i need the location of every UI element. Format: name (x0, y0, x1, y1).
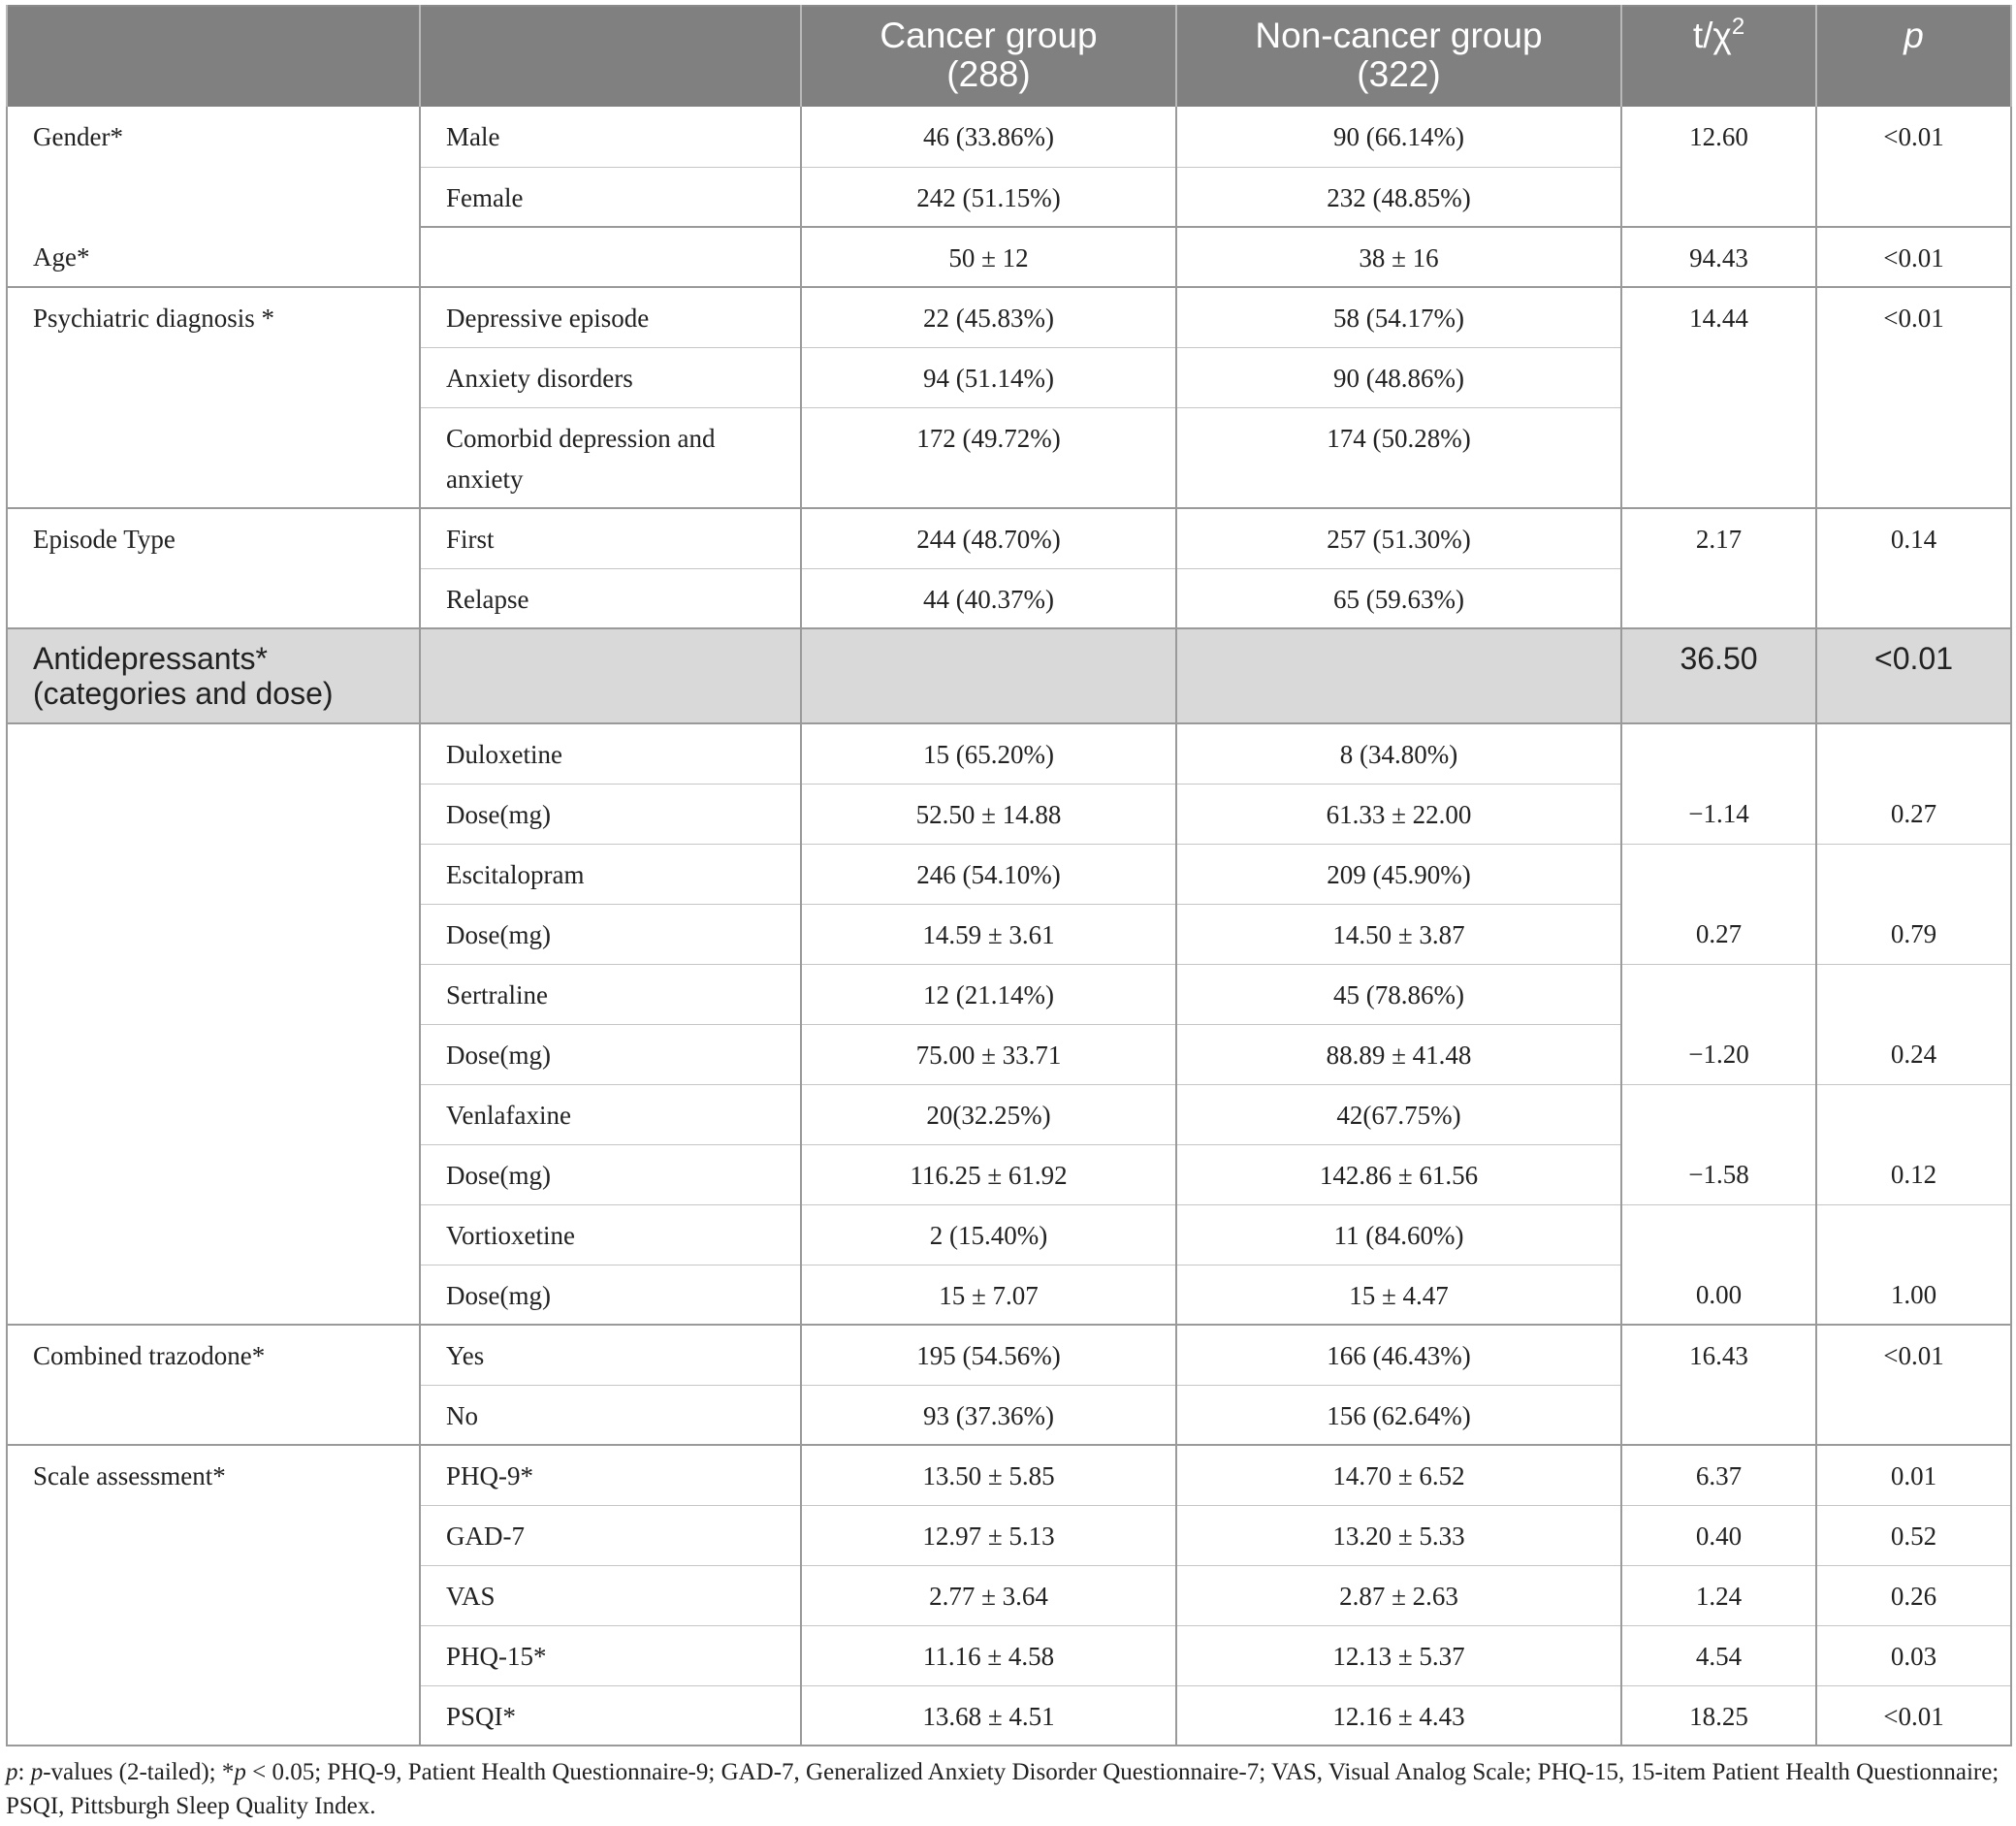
cancer-value: 94 (51.14%) (801, 347, 1176, 407)
p-value: 1.00 (1816, 1265, 2011, 1325)
noncancer-value: 12.13 ± 5.37 (1176, 1625, 1621, 1685)
empty-cell (1816, 1084, 2011, 1144)
header-cancer-group (801, 6, 1176, 107)
noncancer-value: 45 (78.86%) (1176, 964, 1621, 1024)
stat-value: 2.17 (1621, 508, 1816, 628)
stat-value: 6.37 (1621, 1445, 1816, 1505)
table-row (7, 1325, 2011, 1385)
data-table (6, 5, 2012, 1746)
cancer-value: 50 ± 12 (801, 227, 1176, 287)
noncancer-value: 174 (50.28%) (1176, 407, 1621, 508)
table-footnote: p: p-values (2-tailed); *p < 0.05; PHQ-9, Patient Health Questionnaire-9; GAD-7, Generalized Anxiety Disorder Questionnaire-7; VAS, Visual Analog Scale; PHQ-15, 15-item Patient Health Questionnaire; PSQI, Pittsburgh Sleep Quality Index. (6, 1759, 2000, 1819)
cancer-value: 11.16 ± 4.58 (801, 1625, 1176, 1685)
noncancer-value: 15 ± 4.47 (1176, 1265, 1621, 1325)
table-row (7, 107, 2011, 167)
cancer-value: 12.97 ± 5.13 (801, 1505, 1176, 1565)
p-value: 0.03 (1816, 1625, 2011, 1685)
dose-label: Dose(mg) (420, 904, 801, 964)
stat-value: −1.14 (1621, 784, 1816, 844)
sub-label: No (420, 1385, 801, 1445)
sub-label: Female (420, 167, 801, 227)
noncancer-value: 14.50 ± 3.87 (1176, 904, 1621, 964)
empty-cell (420, 628, 801, 723)
cancer-value: 116.25 ± 61.92 (801, 1144, 1176, 1204)
p-value: 0.79 (1816, 904, 2011, 964)
stat-value: 94.43 (1621, 227, 1816, 287)
empty-cell (1176, 628, 1621, 723)
stat-value: 36.50 (1621, 628, 1816, 723)
empty-cell (1621, 1204, 1816, 1265)
sub-label: PHQ-15* (420, 1625, 801, 1685)
drug-name: Escitalopram (420, 844, 801, 904)
row-label-antidepressants: Antidepressants* (categories and dose) (7, 628, 420, 723)
noncancer-value: 232 (48.85%) (1176, 167, 1621, 227)
cancer-value: 172 (49.72%) (801, 407, 1176, 508)
stat-value: 14.44 (1621, 287, 1816, 508)
p-value: <0.01 (1816, 287, 2011, 508)
row-label-scale: Scale assessment* (7, 1445, 420, 1746)
noncancer-value: 257 (51.30%) (1176, 508, 1621, 568)
cancer-value: 13.50 ± 5.85 (801, 1445, 1176, 1505)
noncancer-value: 90 (66.14%) (1176, 107, 1621, 167)
cancer-value: 2.77 ± 3.64 (801, 1565, 1176, 1625)
stat-value: −1.58 (1621, 1144, 1816, 1204)
cancer-value: 52.50 ± 14.88 (801, 784, 1176, 844)
noncancer-value: 12.16 ± 4.43 (1176, 1685, 1621, 1746)
sub-label: Yes (420, 1325, 801, 1385)
row-label-episode: Episode Type (7, 508, 420, 628)
sub-label: Depressive episode (420, 287, 801, 347)
noncancer-value: 166 (46.43%) (1176, 1325, 1621, 1385)
header-category (420, 6, 801, 107)
sub-label: Anxiety disorders (420, 347, 801, 407)
table-row (7, 508, 2011, 568)
dose-label: Dose(mg) (420, 1144, 801, 1204)
stat-value: 0.27 (1621, 904, 1816, 964)
empty-cell (1621, 964, 1816, 1024)
cancer-value: 244 (48.70%) (801, 508, 1176, 568)
p-value: <0.01 (1816, 628, 2011, 723)
empty-cell (1621, 723, 1816, 784)
drug-name: Duloxetine (420, 723, 801, 784)
cancer-value: 14.59 ± 3.61 (801, 904, 1176, 964)
noncancer-value: 2.87 ± 2.63 (1176, 1565, 1621, 1625)
p-value: <0.01 (1816, 1685, 2011, 1746)
row-label-trazodone: Combined trazodone* (7, 1325, 420, 1445)
stat-value: 16.43 (1621, 1325, 1816, 1445)
table-row (7, 723, 2011, 784)
sub-label: PSQI* (420, 1685, 801, 1746)
noncancer-value: 156 (62.64%) (1176, 1385, 1621, 1445)
cancer-value: 246 (54.10%) (801, 844, 1176, 904)
cancer-value: 20(32.25%) (801, 1084, 1176, 1144)
p-value: 0.14 (1816, 508, 2011, 628)
empty-cell (1816, 1204, 2011, 1265)
cancer-value: 13.68 ± 4.51 (801, 1685, 1176, 1746)
cancer-value: 2 (15.40%) (801, 1204, 1176, 1265)
noncancer-value: 61.33 ± 22.00 (1176, 784, 1621, 844)
header-cancer-title: Cancer group (880, 16, 1098, 55)
drug-name: Sertraline (420, 964, 801, 1024)
noncancer-value: 209 (45.90%) (1176, 844, 1621, 904)
p-value: <0.01 (1816, 1325, 2011, 1445)
empty-cell (1816, 723, 2011, 784)
stat-value: 4.54 (1621, 1625, 1816, 1685)
stat-value: 12.60 (1621, 107, 1816, 227)
p-value: 0.26 (1816, 1565, 2011, 1625)
stat-value: 0.00 (1621, 1265, 1816, 1325)
p-value: <0.01 (1816, 227, 2011, 287)
cancer-value: 46 (33.86%) (801, 107, 1176, 167)
sub-label: Male (420, 107, 801, 167)
p-value: 0.52 (1816, 1505, 2011, 1565)
row-label-gender: Gender* (7, 107, 420, 227)
cancer-value: 22 (45.83%) (801, 287, 1176, 347)
dose-label: Dose(mg) (420, 1265, 801, 1325)
sub-label: First (420, 508, 801, 568)
stat-value: −1.20 (1621, 1024, 1816, 1084)
row-label-age: Age* (7, 227, 420, 287)
cancer-value: 12 (21.14%) (801, 964, 1176, 1024)
noncancer-value: 65 (59.63%) (1176, 568, 1621, 628)
p-value: 0.27 (1816, 784, 2011, 844)
drug-name: Venlafaxine (420, 1084, 801, 1144)
sub-label: VAS (420, 1565, 801, 1625)
noncancer-value: 8 (34.80%) (1176, 723, 1621, 784)
antidepressants-header-row (7, 628, 2011, 723)
empty-cell (1816, 844, 2011, 904)
empty-cell (1621, 844, 1816, 904)
header-variable (7, 6, 420, 107)
stat-value: 1.24 (1621, 1565, 1816, 1625)
noncancer-value: 88.89 ± 41.48 (1176, 1024, 1621, 1084)
table-row (7, 227, 2011, 287)
sub-label: PHQ-9* (420, 1445, 801, 1505)
noncancer-value: 38 ± 16 (1176, 227, 1621, 287)
noncancer-value: 13.20 ± 5.33 (1176, 1505, 1621, 1565)
noncancer-value: 11 (84.60%) (1176, 1204, 1621, 1265)
header-statistic: $t/\chi^2$ (1621, 6, 1816, 107)
cancer-value: 44 (40.37%) (801, 568, 1176, 628)
sub-label (420, 227, 801, 287)
empty-cell (7, 723, 420, 1325)
header-p-value: p (1816, 6, 2011, 107)
header-noncancer-title: Non-cancer group (1255, 16, 1543, 55)
noncancer-value: 14.70 ± 6.52 (1176, 1445, 1621, 1505)
cancer-value: 15 ± 7.07 (801, 1265, 1176, 1325)
cancer-value: 93 (37.36%) (801, 1385, 1176, 1445)
empty-cell (1621, 1084, 1816, 1144)
sub-label: Comorbid depression and anxiety (420, 407, 801, 508)
table-row (7, 1445, 2011, 1505)
sub-label: GAD-7 (420, 1505, 801, 1565)
cancer-value: 75.00 ± 33.71 (801, 1024, 1176, 1084)
cancer-value: 15 (65.20%) (801, 723, 1176, 784)
drug-name: Vortioxetine (420, 1204, 801, 1265)
row-label-psychiatric: Psychiatric diagnosis * (7, 287, 420, 508)
empty-cell (1816, 964, 2011, 1024)
header-row (7, 6, 2011, 107)
stat-value: 18.25 (1621, 1685, 1816, 1746)
dose-label: Dose(mg) (420, 784, 801, 844)
p-value: 0.12 (1816, 1144, 2011, 1204)
table-row (7, 287, 2011, 347)
cancer-value: 242 (51.15%) (801, 167, 1176, 227)
dose-label: Dose(mg) (420, 1024, 801, 1084)
cancer-value: 195 (54.56%) (801, 1325, 1176, 1385)
stat-value: 0.40 (1621, 1505, 1816, 1565)
p-value: 0.24 (1816, 1024, 2011, 1084)
header-cancer-n: (288) (946, 54, 1031, 94)
noncancer-value: 142.86 ± 61.56 (1176, 1144, 1621, 1204)
header-noncancer-group (1176, 6, 1621, 107)
noncancer-value: 58 (54.17%) (1176, 287, 1621, 347)
noncancer-value: 90 (48.86%) (1176, 347, 1621, 407)
header-noncancer-n: (322) (1357, 54, 1441, 94)
p-value: <0.01 (1816, 107, 2011, 227)
p-value: 0.01 (1816, 1445, 2011, 1505)
empty-cell (801, 628, 1176, 723)
table-container (6, 5, 2010, 1746)
noncancer-value: 42(67.75%) (1176, 1084, 1621, 1144)
sub-label: Relapse (420, 568, 801, 628)
